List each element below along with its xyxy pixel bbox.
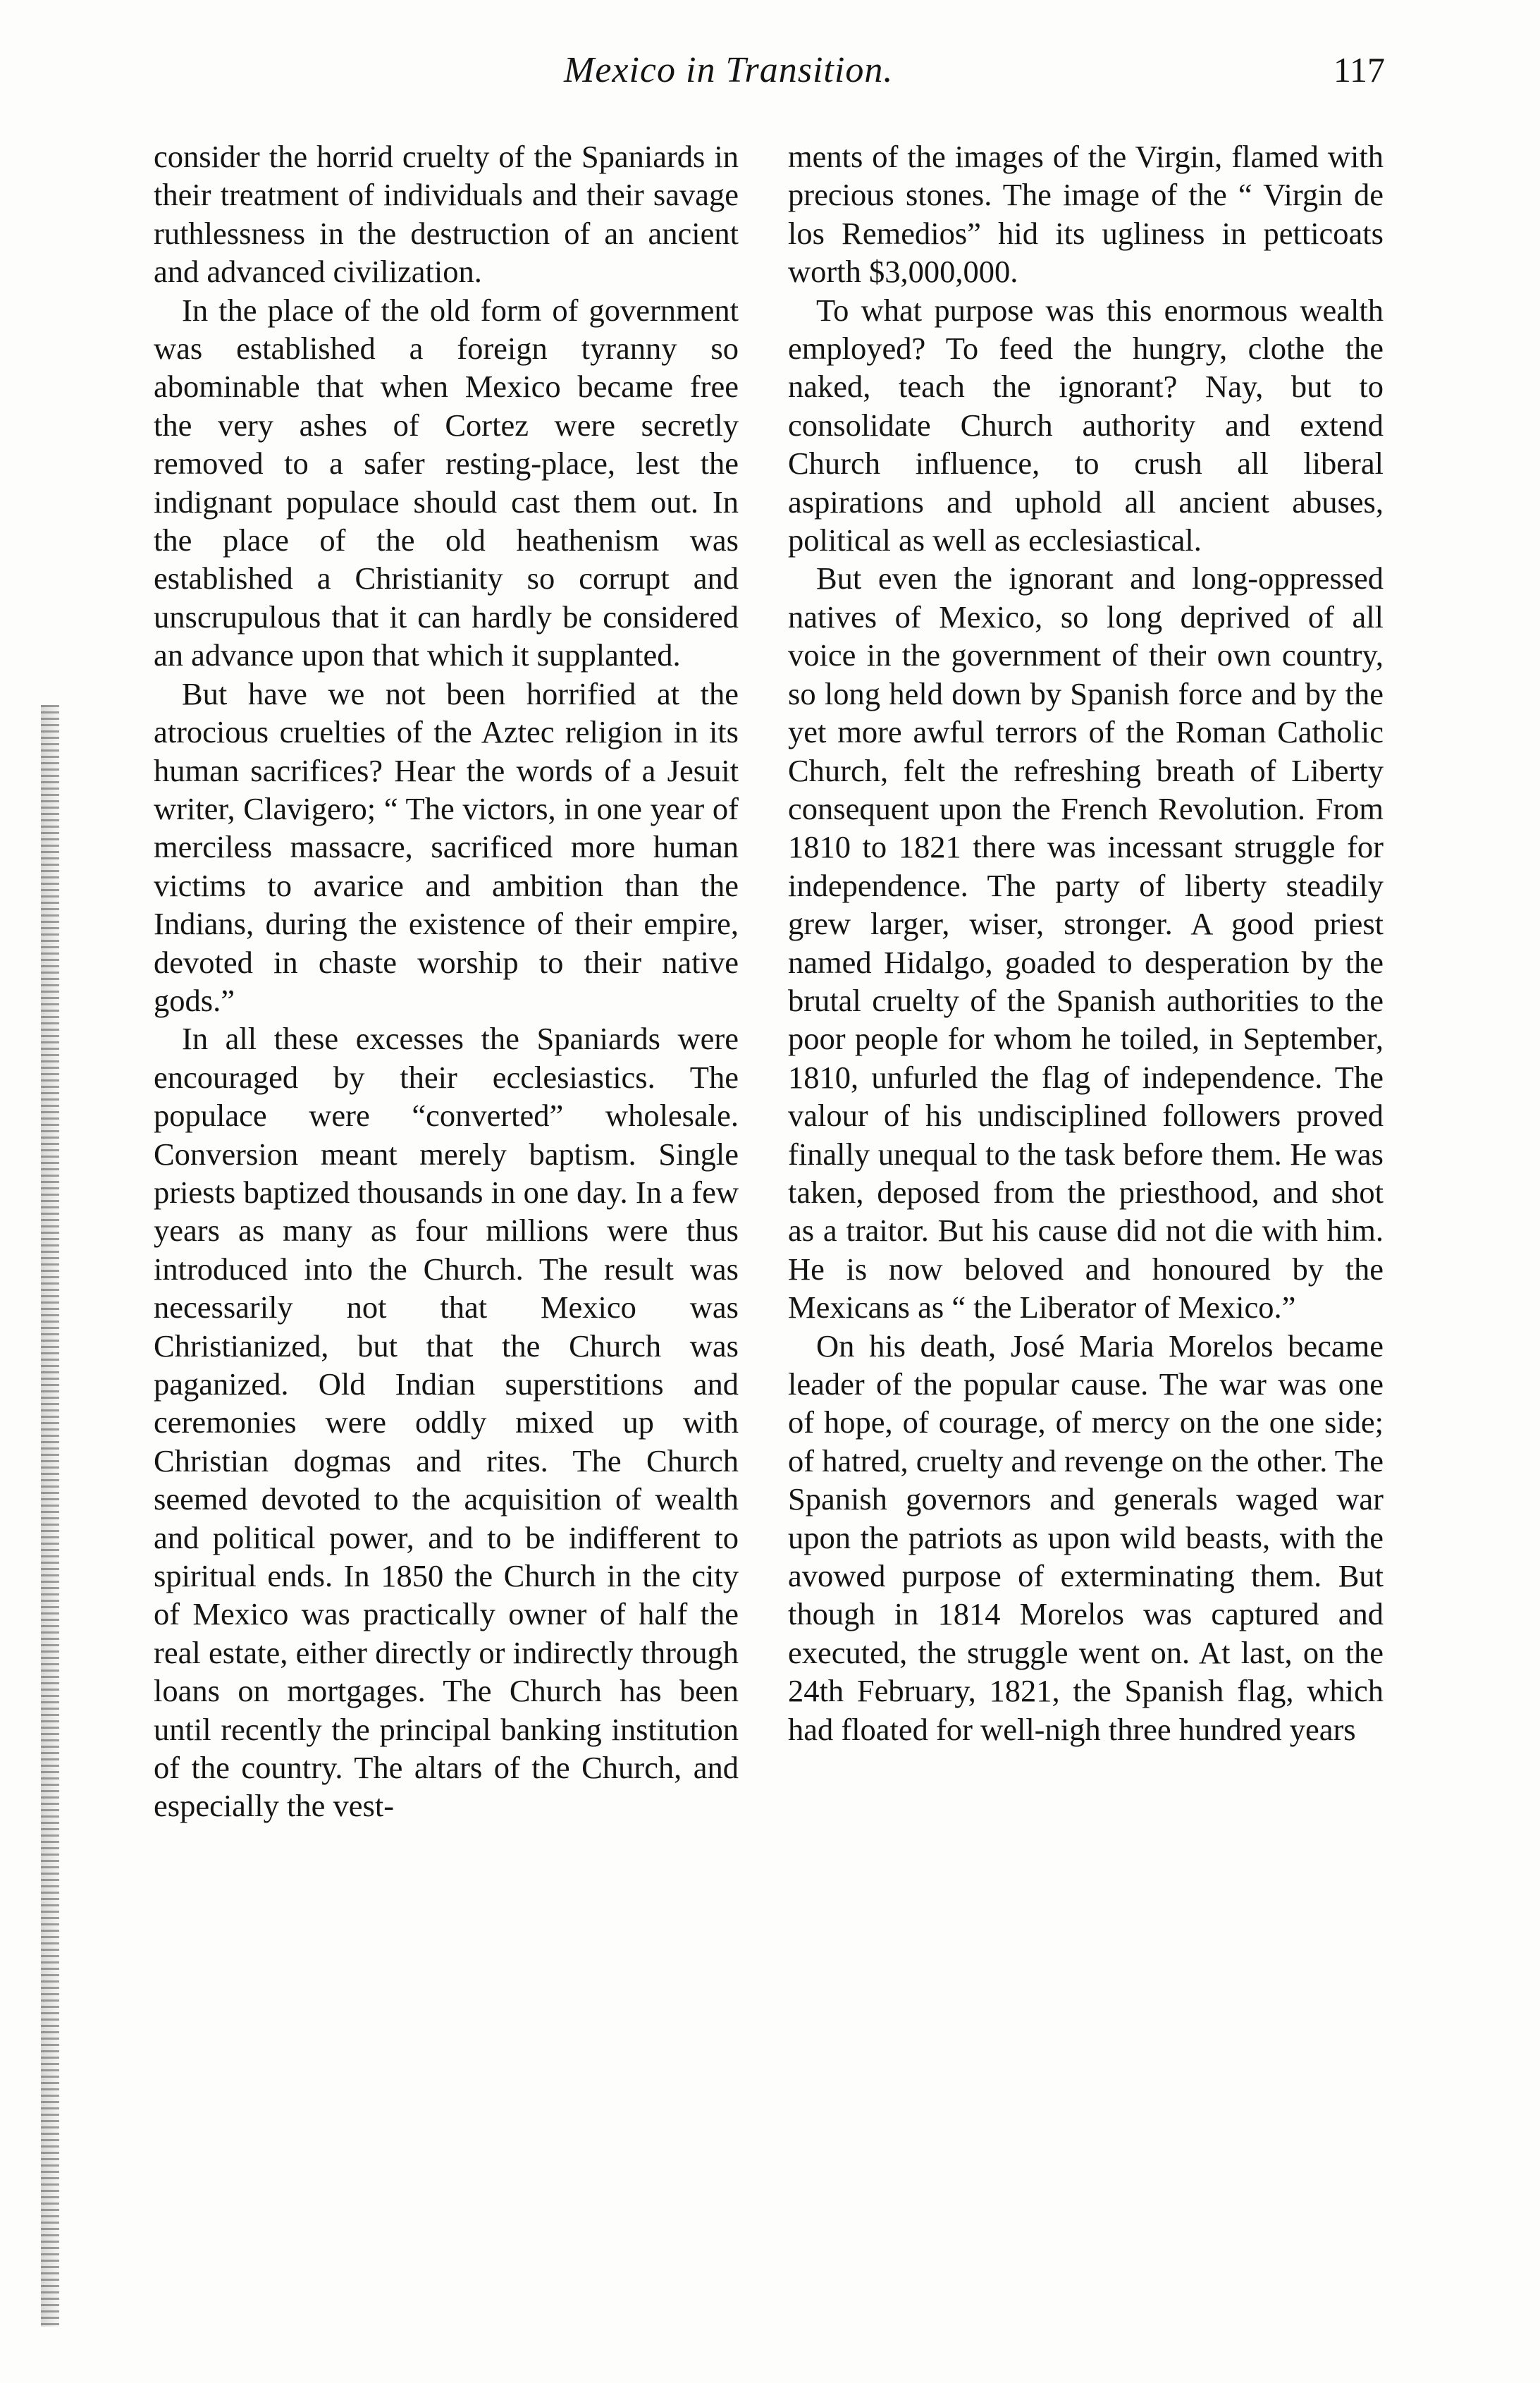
paragraph: In the place of the old form of government was established a foreign tyranny so abominable that when Mexico became free the very ashes of Cortez were secretly removed to a safer resting-place, lest the indignant populace should cast them out. In the place of the old heathenism was established a Christianity so corrupt and unscrupulous that it can hardly be considered an advance upon that which it supplanted. <box>154 292 739 673</box>
right-column <box>788 137 1384 1748</box>
running-title: Mexico in Transition. <box>564 50 894 90</box>
paragraph: ments of the images of the Virgin, flamed with precious stones. The image of the “ Virgin de los Remedios” hid its ugliness in petticoats worth $3,000,000. <box>788 139 1384 290</box>
paragraph: On his death, José Maria Morelos became leader of the popular cause. The war was one of hope, of courage, of mercy on the one side; of hatred, cruelty and revenge on the other. The Spanish governors and generals waged war upon the patriots as upon wild beasts, with the avowed purpose of exterminating them. But though in 1814 Morelos was captured and executed, the struggle went on. At last, on the 24th February, 1821, the Spanish flag, which had floated for well-nigh three hundred years <box>788 1328 1384 1747</box>
paragraph: To what purpose was this enormous wealth employed? To feed the hungry, clothe the naked, teach the ignorant? Nay, but to consolidate Church authority and extend Church influence, to crush all liberal aspirations and uphold all ancient abuses, political as well as ecclesiastical. <box>788 292 1384 558</box>
left-column <box>154 137 739 1825</box>
paragraph: But have we not been horrified at the atrocious cruelties of the Aztec religion in its human sacrifices? Hear the words of a Jesuit writer, Clavigero; “ The victors, in one year of merciless massacre, sacrificed more human victims to avarice and ambition than the Indians, during the existence of their empire, devoted in chaste worship to their native gods.” <box>154 675 739 1018</box>
paragraph: In all these excesses the Spaniards were encouraged by their ecclesiastics. The populace were “converted” wholesale. Conversion meant merely baptism. Single priests baptized thousands in one day. In a few years as many as four millions were thus introduced into the Church. The result was necessarily not that Mexico was Christianized, but that the Church was paganized. Old Indian superstitions and ceremonies were oddly mixed up with Christian dogmas and rites. The Church seemed devoted to the acquisition of wealth and political power, and to be indifferent to spiritual ends. In 1850 the Church in the city of Mexico was practically owner of half the real estate, either directly or indirectly through loans on mortgages. The Church has been until recently the principal banking institution of the country. The altars of the Church, and especially the vest- <box>154 1021 739 1824</box>
paragraph: consider the horrid cruelty of the Spaniards in their treatment of individuals and their savage ruthlessness in the destruction of an ancient and advanced civilization. <box>154 139 739 290</box>
paragraph: But even the ignorant and long-oppressed natives of Mexico, so long deprived of all voice in the government of their own country, so long held down by Spanish force and by the yet more awful terrors of the Roman Catholic Church, felt the refreshing breath of Liberty consequent upon the French Revolution. From 1810 to 1821 there was incessant struggle for independence. The party of liberty steadily grew larger, wiser, stronger. A good priest named Hidalgo, goaded to desperation by the brutal cruelty of the Spanish authorities to the poor people for whom he toiled, in September, 1810, unfurled the flag of independence. The valour of his undisciplined followers proved finally unequal to the task before them. He was taken, deposed from the priesthood, and shot as a traitor. But his cause did not die with him. He is now beloved and honoured by the Mexicans as “ the Liberator of Mexico.” <box>788 560 1384 1325</box>
page-number: 117 <box>1333 50 1385 90</box>
binding-edge-shadow <box>41 705 59 2327</box>
